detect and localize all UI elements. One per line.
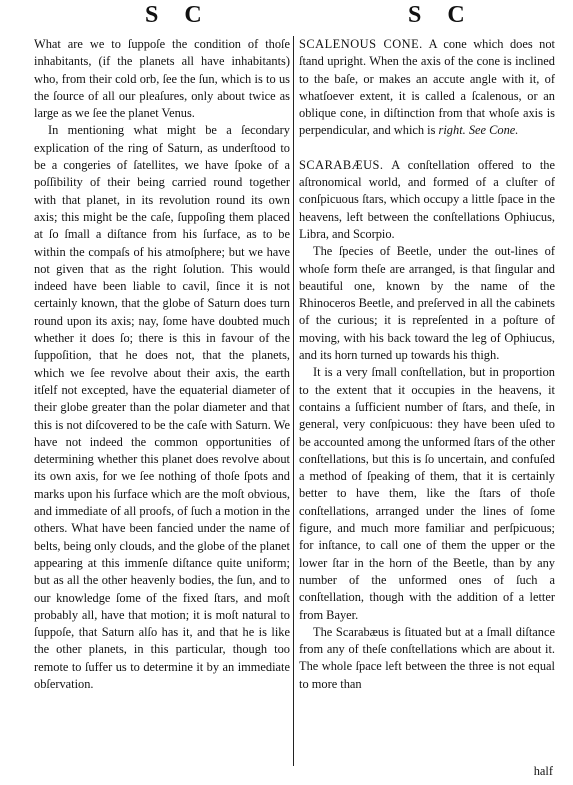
running-head-right: S C — [408, 2, 475, 28]
paragraph: It is a very ſmall conſtellation, but in proportion to the extent that it occupies in the heavens, it contains a ſufficient number of ſtars, and theſe, in general, very conſpicuous: they have been uſed to be accounted among the unformed ſtars of the other conſtellations, but this is ſo uncertain, and confuſed a method of ſpeaking of them, that it is certainly better to have them, like the ſtars of thoſe conſtellations, arranged under the lines of ſome figure, and much more familiar and perſpicuous; for inſtance, to call one of them the upper or the lower ſtar in the horn of the Beetle, than by any number of the unformed ones of ſuch a conſtellation, though with the addition of a letter from Bayer. — [299, 365, 555, 622]
paragraph: What are we to ſuppoſe the condition of thoſe inhabitants, (if the planets all have inhabitants) who, from their cold orb, ſee the ſun, which is to us the ſource of all our pleaſures, only about twice as large as we ſee the planet Venus. — [34, 37, 290, 121]
entry-scalenous-cone — [299, 36, 555, 140]
entry-italic: right. — [438, 123, 466, 138]
paragraph: The Scarabæus is ſituated but at a ſmall diſtance from any of theſe conſtellations which are about it. The whole ſpace left between the three is not equal to more than — [299, 624, 555, 691]
right-column — [299, 36, 555, 693]
left-column — [34, 36, 290, 693]
entry-body: A cone which does not ſtand upright. When the axis of the cone is inclined to the baſe, or makes an accute angle with it, of whatſoever extent, it is called a ſcalenous, or an oblique cone, in diſtinction from that whoſe axis is perpendicular, and which is — [299, 37, 555, 138]
column-divider — [293, 36, 294, 766]
paragraph: The ſpecies of Beetle, under the out-lines of whoſe form theſe are arranged, is that ſingular and beautiful one, known by the name of the Rhinoceros Beetle, and preſerved in all the cabinets of the curious; it is repreſented in a poſture of moving, with his back toward the leg of Ophiucus, and its horn turned up towards his thigh. — [299, 244, 555, 363]
entry-body: A conſtellation offered to the aſtronomical world, and formed of a cluſter of conſpicuous ſtars, which occupy a little ſpace in the heavens, left between the conſtellations Ophiucus, Libra, and Scorpio. — [299, 157, 555, 241]
running-head-left: S C — [145, 2, 212, 28]
paragraph: In mentioning what might be a ſecondary explication of the ring of Saturn, as underſtood to be a congeries of ſatellites, we have ſpoke of a poſſibility of their being carried round together with that planet, in its revolution round its own axis; this might be the caſe, ſuppoſing them placed at ſo ſmall a diſtance from his ſurface, as to be within the compaſs of his atmoſphere; but we have not given that as the right ſolution. This would indeed have been liable to cavil, ſince it is not certainly known, that the globe of Saturn does turn round upon its axis; nay, ſome have doubted much whether it does ſo; there is this in favour of the ſuppoſition, that he does not, that the planets, which we ſee revolve about their axis, the earth itſelf not excepted, have the equaterial diameter of their globe greater than the polar diameter and that this is not diſcovered to be the caſe with Saturn. We have not indeed the common opportunities of determining whether this planet does revolve about its own axis, for we ſee nothing of thoſe ſpots and marks upon his ſurface which are the moſt obvious, and immediate of all proofs, of ſuch a motion in the others. What have been fancied under the name of belts, being only clouds, and the globe of the planet appearing at this immenſe diſtance quite uniform; but as all the other heavenly bodies, the ſun, and to our knowledge ſome of the fixed ſtars, and moſt probably all, have that motion; it is moſt natural to ſuppoſe, that Saturn alſo has it, and that he is like the other planets, in this particular, though too remote to ſuffer us to determine it by an immediate obſervation. — [34, 123, 290, 691]
cross-reference: See Cone. — [468, 123, 519, 138]
page-header — [0, 0, 573, 34]
catchword: half — [533, 764, 553, 778]
entry-scarabaeus — [299, 157, 555, 243]
entry-term: SCARABÆUS. — [299, 157, 384, 172]
entry-term: SCALENOUS CONE. — [299, 37, 423, 51]
